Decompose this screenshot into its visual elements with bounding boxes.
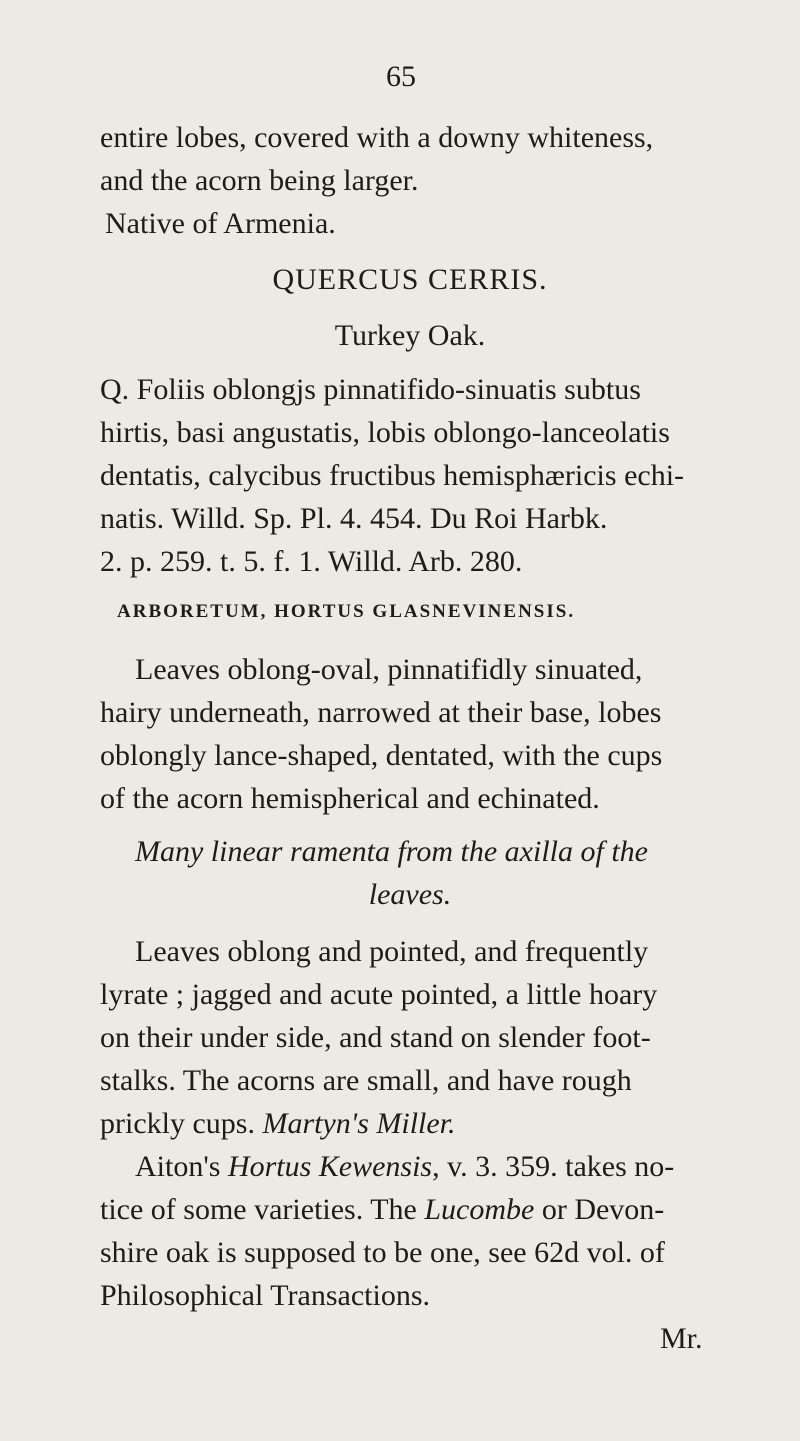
aiton-line: tice of some varieties. The Lucombe or Devon- (100, 1193, 665, 1226)
page-number: 65 (386, 60, 416, 93)
miller-line (100, 1106, 456, 1142)
aiton-line: Aiton's Hortus Kewensis, v. 3. 359. takes no- (135, 1150, 675, 1183)
latin-line: natis. Willd. Sp. Pl. 4. 454. Du Roi Harbk. (100, 502, 608, 535)
source-heading: ARBORETUM, HORTUS GLASNEVINENSIS. (117, 601, 576, 622)
latin-line: dentatis, calycibus fructibus hemisphæricis echi- (100, 459, 685, 492)
latin-line: Q. Foliis oblongjs pinnatifido-sinuatis subtus (100, 373, 641, 406)
species-title: QUERCUS CERRIS. (272, 263, 548, 296)
catchword: Mr. (660, 1322, 703, 1355)
english-line: hairy underneath, narrowed at their base, lobes (100, 696, 662, 729)
miller-line: on their under side, and stand on slender foot- (100, 1021, 651, 1054)
english-line: oblongly lance-shaped, dentated, with the cups (100, 739, 663, 772)
text-line: entire lobes, covered with a downy whiteness, (100, 121, 654, 154)
english-line: of the acorn hemispherical and echinated. (100, 782, 600, 815)
miller-line-text: prickly cups. (100, 1107, 255, 1140)
latin-line: hirtis, basi angustatis, lobis oblongo-lanceolatis (100, 416, 670, 449)
miller-citation: Martyn's Miller. (262, 1107, 456, 1140)
miller-line: Leaves oblong and pointed, and frequently (135, 935, 649, 968)
italic-note-line: leaves. (368, 878, 452, 911)
miller-line: lyrate ; jagged and acute pointed, a little hoary (100, 978, 658, 1011)
aiton-line: Philosophical Transactions. (100, 1279, 431, 1312)
latin-line: 2. p. 259. t. 5. f. 1. Willd. Arb. 280. (100, 545, 523, 578)
miller-line: stalks. The acorns are small, and have rough (100, 1064, 632, 1097)
aiton-line: shire oak is supposed to be one, see 62d vol. of (100, 1236, 665, 1269)
native-line: Native of Armenia. (105, 207, 336, 240)
common-name: Turkey Oak. (334, 319, 486, 352)
italic-note-line: Many linear ramenta from the axilla of the (135, 835, 648, 868)
text-line: and the acorn being larger. (100, 164, 419, 197)
english-line: Leaves oblong-oval, pinnatifidly sinuated, (135, 653, 643, 686)
